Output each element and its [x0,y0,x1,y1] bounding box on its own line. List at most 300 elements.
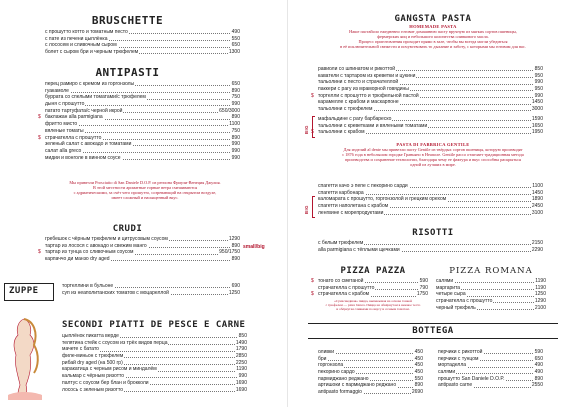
menu-item-name-text: палтус с соусом бер блан и брокколи [62,379,149,386]
menu-item-name-text: пекорино сардо [318,369,355,376]
menu-item-name-text: салями [436,278,454,284]
menu-item-price: 1300 [228,49,240,56]
menu-item-price: 1100 [532,183,543,189]
menu-item-price: 1650 [531,122,543,129]
menu-item-name [45,236,169,242]
menu-item-name-text: спагетти наполетана с крабом [318,203,389,210]
gangsta-big-tag: BIG [304,125,309,134]
menu-item-name-text: кальмар с чёрным ризотто [62,373,125,380]
gentile-note [308,142,558,167]
menu-item-name [436,278,454,284]
menu-item-name-text: карпаччо ди манзо dry aged [45,256,110,263]
menu-item-name [438,369,456,375]
menu-item-price: 990 [231,154,240,161]
menu-item-name [318,73,416,79]
menu-item-name [311,92,420,99]
menu-item-name-text: пармиджано реджано [318,375,369,382]
star-marker-icon: $ [311,129,314,136]
menu-item-name [45,243,148,249]
menu-item-name [45,88,70,94]
menu-item-name-text: страчателла с крабом [318,291,370,298]
menu-item-price: 550 [231,35,240,42]
menu-item-name [45,49,139,55]
menu-item-price: 950 [534,86,543,93]
menu-item [436,278,546,285]
star-marker-icon: $ [38,114,41,121]
menu-item-name [436,305,477,311]
menu-item-name-text: спагетти карбонара [318,189,364,196]
menu-item [45,49,240,56]
menu-item-name-text: тортеллини в бульоне [62,283,114,289]
menu-item-name-text: тартар из тунца со сливочным соусом [45,249,134,256]
menu-item-name [45,81,135,87]
menu-item-name-text: с пате из печени цыплёнка [45,35,108,42]
menu-item-name-text: оливки [318,349,335,355]
menu-item [45,121,240,128]
menu-item-name [45,101,85,107]
menu-item-name-text: телятина стейк с соусом из трёх видов перца [62,339,168,346]
menu-item [45,141,240,148]
menu-item-name [45,29,129,35]
menu-item-name-text: antipasto carne [438,382,473,389]
menu-item-name-text: салат alla greco [45,147,82,154]
menu-item-name [62,387,124,393]
menu-item-price: 1490 [235,339,247,346]
menu-item-price: 3100 [531,209,543,216]
menu-item-name [438,349,483,355]
menu-item-name [38,114,104,121]
menu-item-name [318,210,384,216]
menu-item-name [45,42,118,48]
menu-item-price: 450 [414,355,423,362]
menu-item-price: 750 [231,127,240,134]
menu-item-price: 990 [534,79,543,86]
menu-item-name [311,129,366,136]
menu-item-name-text: артишоки с пармиджано реджано [318,382,397,389]
menu-item [45,29,240,36]
menu-item-price: 890 [231,114,240,121]
menu-item-name [45,94,147,100]
menu-item-name [62,290,170,296]
menu-item-name-text: карамелле с крабом и маскарпоне [318,99,399,106]
leader-dots [45,92,240,93]
menu-item-price: 990 [231,147,240,154]
menu-item-name [318,86,410,92]
zuppe-section [62,283,240,296]
menu-item-price: 650 [231,81,240,87]
menu-item [318,106,543,113]
menu-item-name-text: перчики с тунцом [438,355,479,362]
menu-item-price: 950/1750 [219,249,240,256]
menu-item-name [318,349,335,355]
menu-item-price: 990 [231,141,240,148]
menu-item-name [318,190,365,196]
menu-item-price: 490 [231,29,240,35]
gangsta-note-4: в её исключительной свежести и почувствовать то дыхание и заботу, с которыми мы готовим для вас. [340,44,526,49]
menu-item [45,81,240,88]
menu-item-price: 1290 [534,298,546,305]
zuppe-title: ZUPPE [9,286,39,296]
menu-item-name [318,240,364,246]
menu-item-name-text: суп из неаполитанских томатов с моцареллой [62,289,169,296]
gangsta-list [311,66,543,113]
menu-item-price: 1690 [235,379,247,386]
pizza-romana-section [436,266,546,311]
menu-item-name-text: тальолини с трюфелем [318,106,373,113]
menu-item-name-text: лосось с зеленым ризотто [62,386,123,393]
menu-item-name-text: черный трюфель [436,304,476,311]
menu-item-name-text: страчателла с прошутто [436,298,493,305]
menu-item-name [436,298,493,304]
risotti-list [318,240,543,253]
star-marker-icon: $ [311,278,314,284]
menu-item-name-text: вяленые томаты [45,127,84,134]
menu-item-price: 590 [419,278,428,284]
gangsta-items [311,66,543,136]
gentile-subtitle: PASTA DI FABBRICA GENTILE [396,142,470,147]
menu-item-name-text: равиоли со шпинатом и рикоттой [318,66,396,72]
menu-item-price: 650 [534,355,543,362]
bottega-rule [308,338,558,339]
menu-item-name-text: тартар из лосося с авокадо и свежим манго [45,242,147,249]
menu-item [318,203,543,210]
menu-item-name-text: каломарата с прошутто, горгонзолой и грецким орехом [318,196,447,203]
menu-item-name-text: буррата со спелыми томатами/с трюфелем [45,94,146,101]
menu-item-price: 2550 [531,382,543,389]
menu-item-name [45,128,85,134]
menu-item-name [318,376,370,382]
menu-item-name-text: с белым трюфелем [318,240,364,246]
menu-item-price: 1950 [531,129,543,136]
gentile-note-1: Для изделий al dente мы привезли пасту Gentile из твёрдых сортов пшеницы, которую производят [343,147,523,152]
secondi-list [62,333,247,393]
menu-item-name [318,66,396,72]
menu-item-price: 1290 [228,236,240,242]
menu-item-name-text: тортелли с прошутто и трюфельной пастой [318,92,419,99]
crudi-title: CRUDI [112,224,143,234]
menu-item [62,353,247,360]
menu-item-name [45,148,82,154]
menu-item-price: 490 [534,362,543,369]
menu-item-price: 2250 [235,359,247,366]
menu-item-name [62,360,124,366]
menu-item-name-text: цыплёнок пикатта верде [62,333,119,339]
menu-item-price: 690 [231,283,240,289]
gentile-note-3: производства и сохранение технологии, благодаря чему ее фактура и вкус способны раскрыться [344,157,522,162]
menu-item-price: 890 [231,87,240,94]
menu-item-name [318,369,356,375]
menu-item-name-text: прошутто San Daniele D.O.P. [438,375,505,382]
menu-item-name [438,382,473,388]
menu-item [62,387,247,394]
menu-item-name [62,340,168,346]
bottega-section [308,323,558,396]
star-marker-icon: $ [38,249,41,256]
menu-item-name [318,247,401,253]
gangsta-note-2: фермерских яиц и небольшого количества оливкового масла. [377,34,489,39]
pizza-pazza-section [311,266,428,312]
menu-item-price: 1790 [235,346,247,353]
menu-item-name-text: страчателла с прошутто [318,284,375,291]
menu-item [45,256,240,263]
menu-item-price: 890 [231,134,240,141]
menu-item-price: 850 [534,66,543,72]
menu-item-price: 750 [231,94,240,101]
menu-item-name-text: с лососем и сливочным сыром [45,42,117,49]
menu-item-name-text: antipasto formaggio [318,389,362,396]
menu-item-name-text: тальолини с креветками и вялеными томатами [318,122,428,129]
menu-item [318,183,543,190]
menu-item-price: 890 [534,375,543,382]
menu-item-price: 1250 [228,289,240,296]
menu-item [318,210,543,217]
leader-dots [318,360,423,361]
gentile-items [318,183,543,216]
menu-item-name [45,155,122,161]
pizza-note-2: с трюфелем — pizza bianca. Пицца на обвёрнутом в нежное тесто [325,303,421,308]
menu-item-name-text: мортаделла [438,362,467,369]
menu-item [311,278,428,285]
menu-item-name [62,373,125,379]
gangsta-subtitle: HOMEMADE PASTA [409,24,457,29]
gangsta-section [308,14,558,49]
menu-item-name-text: болет с сыром бри и черным трюфелем [45,49,139,56]
antipasti-section [38,66,240,161]
bruschette-title: BRUSCHETTE [91,14,164,27]
menu-item [62,373,247,380]
menu-item-name [45,141,132,147]
menu-item [62,380,247,387]
menu-item-price: 650/3000 [219,107,240,114]
menu-item-name-text: бри [318,355,327,362]
gentile-note-4: одной из лучших в мире. [410,162,456,167]
star-marker-icon: $ [311,92,314,99]
menu-item-price: 890 [231,256,240,263]
menu-item-name [62,333,120,339]
menu-item-price: 950 [534,72,543,79]
crudi-section [38,224,240,263]
prosciutto-note-line-2: В этой местности ароматные горные ветра смешиваются [92,185,198,190]
menu-item [438,349,543,356]
menu-item-price: 2690 [411,389,423,396]
menu-item-price: 1190 [535,284,546,291]
gentile-note-2: с 1876 года в небольшом городке Граньяно в Неаполе. Gentile рассо отличает традиционная метода [342,152,524,157]
menu-item [62,283,240,290]
menu-item [318,66,543,73]
menu-item-name-text: гребешок с чёрным трюфелем и цитрусовым соусом [45,236,168,242]
menu-item-name-text: перчики с рикоттой [438,349,483,355]
menu-item-name-text: мачете с батато [62,346,99,353]
menu-item-name [45,121,78,127]
menu-item-name [318,196,447,202]
menu-item-name-text: маргарита [436,284,461,291]
menu-item-name [62,366,158,372]
menu-item-name [318,389,363,395]
pizza-note-1: «Сумасшедшая» пицца, выпекаемая на основе тонкой [334,299,412,304]
menu-item [45,148,240,155]
menu-item [436,305,546,312]
menu-item-price: 550 [414,375,423,382]
menu-item [318,247,543,254]
star-marker-icon: $ [38,134,41,141]
menu-item-name-text: баклажан alla parmigiana [45,114,103,121]
menu-item-price: 1190 [236,366,247,373]
menu-item-name [45,36,109,42]
menu-item [318,349,423,356]
menu-item-name [318,123,428,129]
star-marker-icon: $ [311,291,314,298]
menu-item-name [438,356,479,362]
menu-item-name [311,291,370,298]
menu-item-name-text: каватели с тартаром из креветки и цукини [318,72,416,79]
bruschette-section [45,14,240,56]
menu-item-name [318,79,399,85]
menu-item-price: 450 [414,349,423,355]
menu-item-name-text: спагетти качо э пепе с пекорино сарди [318,183,408,189]
menu-item [45,236,240,243]
menu-item [318,369,423,376]
menu-item-price: 1750 [416,291,428,298]
menu-item [311,129,543,136]
prosciutto-note-line-1: Мы привезли Prosciutto di San Daniele D.O.P. из региона Фриули-Венеция Джулия. [69,180,221,185]
prosciutto-note-line-3: с адриатическими, за счёт чего прошутто, созревающий на открытом воздухе, [73,190,217,195]
gangsta-note-1: Наше пастайоло ежедневно готовит домашнюю пасту вручную из мягких сортов пшеницы, [349,29,517,34]
menu-item-price: 2450 [531,203,543,210]
crudi-size-label: small/big [243,244,265,250]
menu-item-name-text: фритто мисто [45,121,78,128]
menu-item [436,298,546,305]
menu-item-price: 2100 [534,304,546,311]
bottega-left-list [318,349,423,396]
bottega-title: BOTTEGA [412,326,454,336]
bottega-right-list [438,349,543,389]
risotti-section [308,228,558,253]
menu-item-price: 2150 [531,240,543,246]
menu-item-price: 990 [231,101,240,108]
menu-item-name-text: тонато со сметаной [318,278,364,284]
menu-item-name-text: страчателла с прошутто [45,134,102,141]
menu-item-price: 890 [231,242,240,249]
menu-item-name-text: ленгвине с морепродуктами [318,209,384,216]
menu-item-name [318,382,397,388]
pizza-romana-list [436,278,546,311]
menu-item-price: 1450 [531,99,543,106]
secondi-title: SECONDI PIATTI DE PESCE E CARNE [62,320,246,330]
menu-item-price: 3000 [531,106,543,113]
menu-item-price: 1190 [535,278,546,284]
menu-item-price: 1690 [235,386,247,393]
gangsta-title: GANGSTA PASTA [394,14,472,24]
pizza-pazza-title: PIZZA PAZZA [340,266,406,276]
menu-item [438,369,543,376]
antipasti-list [38,81,240,161]
menu-item-name [38,249,134,256]
menu-item-name [62,353,124,359]
menu-item-price: 1450 [531,189,543,196]
menu-item-name-text: филе-миньон с трюфелем [62,353,124,360]
gentile-big-tag: BIG [304,205,309,214]
menu-item-name-text: четыре сыра [436,291,466,298]
menu-item-price: 1250 [534,291,546,298]
menu-item-name [311,278,364,284]
menu-item-price: 2290 [531,246,543,253]
menu-item-name [318,285,375,291]
prosciutto-note [30,180,260,200]
menu-item-name [438,362,467,368]
menu-item-price: 650 [231,42,240,49]
menu-item-name [45,256,111,262]
menu-item-name-text: мидии и вонголе в винном соусе [45,154,121,161]
menu-item [318,86,543,93]
menu-item [45,155,240,162]
menu-item-price: 990 [238,373,247,380]
zuppe-list [62,283,240,296]
menu-item-name-text: паккери с рагу из мраморной говядины [318,86,409,93]
menu-item-name [318,116,392,122]
gangsta-note-3: Процесс приготовления проходит прямо в зале, чтобы вы всегда могли убедиться [358,39,508,44]
menu-item-name-text: зеленый салат с авокадо и томатами [45,141,132,148]
menu-item [318,116,543,123]
menu-item-price: 890 [414,382,423,389]
menu-item-name-text: гуакамоле [45,87,69,94]
menu-item-name [38,134,102,141]
gangsta-big-list [311,115,543,136]
menu-item-name-text: тальолини с песто и страчателлой [318,79,399,86]
menu-item [311,291,428,298]
menu-item-name [318,362,344,368]
menu-item-name [62,380,150,386]
menu-item-name [62,283,114,289]
menu-item-price: 2850 [235,353,247,360]
menu-item-price: 1890 [531,196,543,203]
bruschette-list [45,29,240,56]
menu-item-name-text: тальолини с крабом [318,129,365,136]
menu-item [62,290,240,297]
menu-item-name-text: каракатица с черным рисом и миндалём [62,366,157,373]
menu-item-name-text: alla parmigiana с тёплыми щечками [318,246,400,253]
menu-item-name [436,291,467,297]
menu-item [438,382,543,389]
antipasti-title: ANTIPASTI [95,66,160,79]
menu-item-name [438,376,505,382]
page-divider [287,0,288,407]
menu-item-name-text: с прошутто котто и томатным песто [45,29,128,35]
menu-item [318,389,423,396]
menu-item-price: 1590 [531,115,543,122]
menu-item-name [318,106,373,112]
menu-item-price: 990 [534,92,543,99]
menu-item-name-text: мафальдине с рагу барбареско [318,115,392,122]
menu-item-price: 1100 [229,121,240,128]
menu-item-price: 590 [534,349,543,355]
menu-item-name [62,346,100,352]
crudi-list [38,236,240,263]
pizza-romana-title: PIZZA ROMANA [449,266,533,276]
pizza-note-3: и обёрнутая сливками по вкусу и сочным томатом. [336,307,410,312]
menu-item-price: 790 [419,284,428,291]
menu-item-price: 450 [414,369,423,376]
menu-item-name-text: дыня с прошутто [45,101,85,108]
menu-item-price: 490 [534,369,543,376]
menu-item-name [318,203,389,209]
gentile-big-brace [312,196,315,218]
menu-item [62,333,247,340]
menu-item-price: 450 [414,362,423,369]
menu-item-name [318,356,327,362]
menu-item-name-text: перец рамиро с кремом из горгонзолы [45,81,135,87]
menu-item-name-text: салями [438,369,456,376]
risotti-title: RISOTTI [412,228,454,238]
